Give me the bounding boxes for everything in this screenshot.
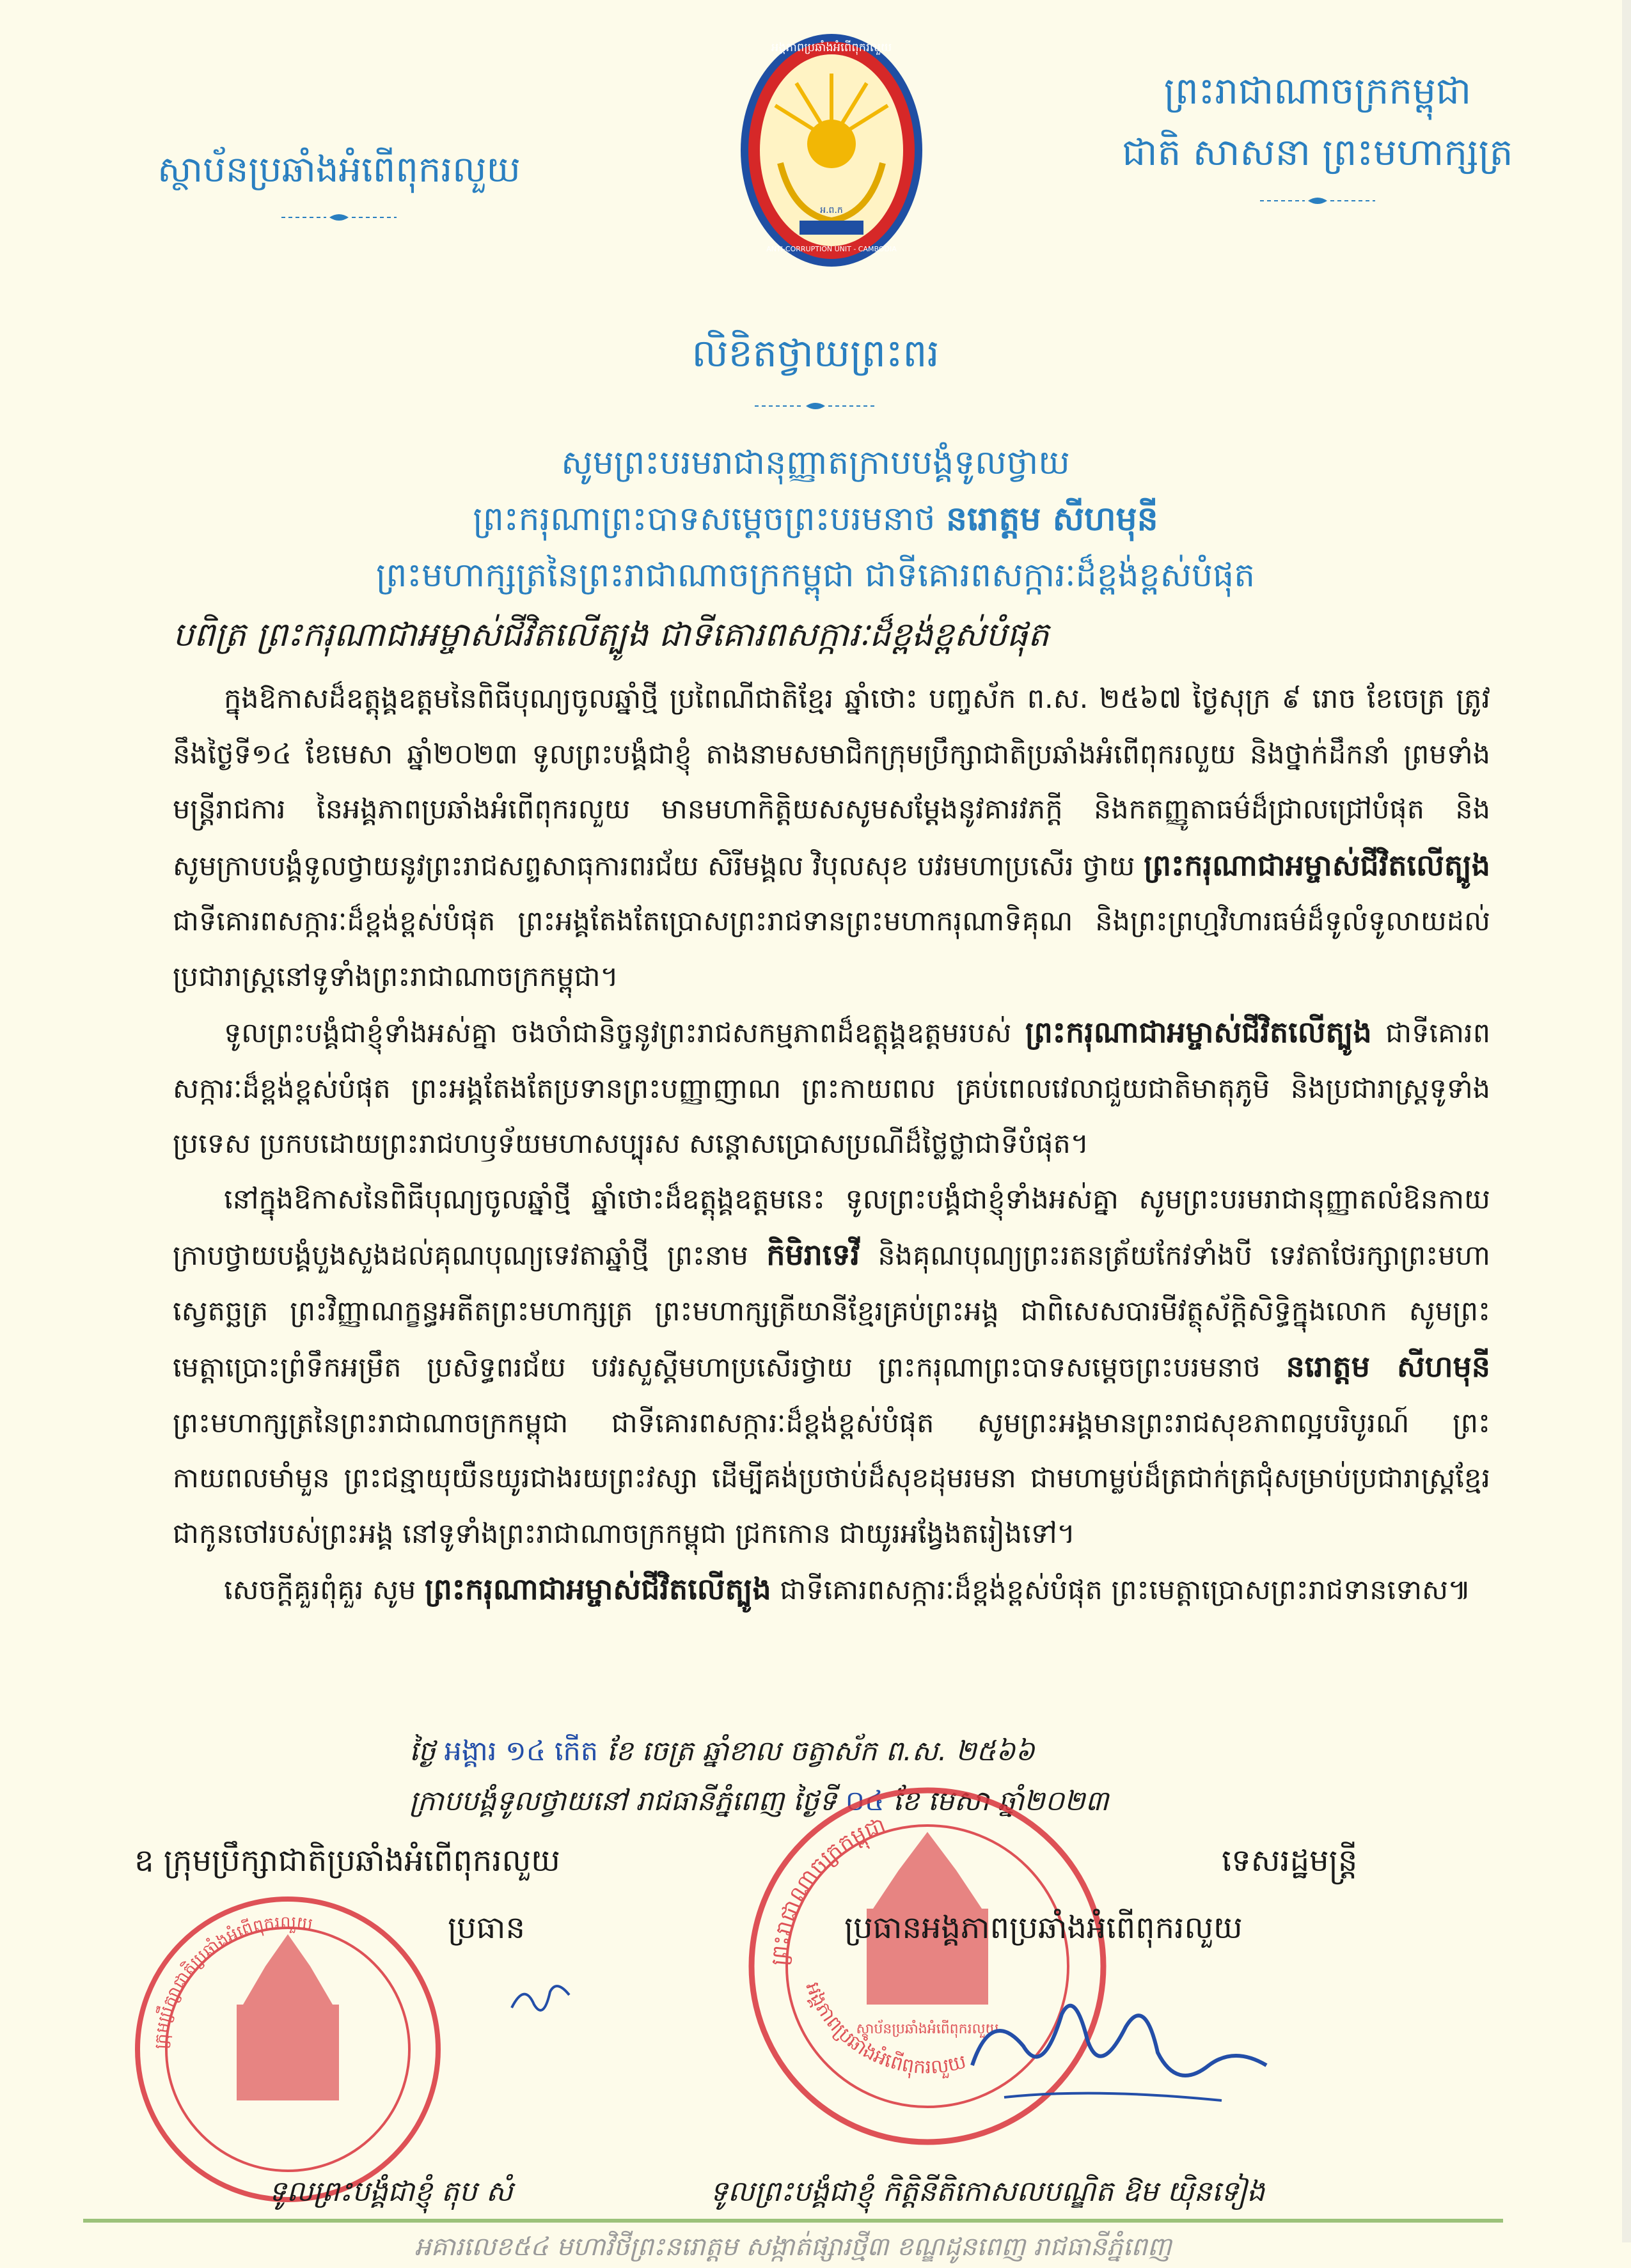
right-seal-bottom-text: អង្គភាពប្រឆាំងអំពើពុករលួយ [801, 1979, 969, 2079]
emblem-abbr: អ.ព.ក [820, 205, 843, 215]
header-institution [96, 147, 582, 224]
left-signatory-name: ទូលព្រះបង្គំជាខ្ញុំ តុប សំ [269, 2175, 513, 2208]
right-signatory-name: ទូលព្រះបង្គំជាខ្ញុំ កិត្តិនីតិកោសលបណ្ឌិត ឱម យ៉ិនទៀង [710, 2175, 1265, 2208]
paragraph-text: ជាទីគោរពសក្ការៈដ៏ខ្ពង់ខ្ពស់បំផុត ព្រះអង្គតែងតែប្រទានព្រះបញ្ញាញាណ ព្រះកាយពល គ្រប់ពេលវេលាជួយជាតិមាតុភូមិ និងប្រជារាស្ត្រទូទាំងប្រទេស ប្រកបដោយព្រះរាជហឫទ័យមហាសប្បុរស សន្តោសប្រោសប្រណីដ៏ថ្លៃថ្លាជាទីបំផុត។ [173, 1017, 1490, 1160]
right-signatory-rank: ទេសរដ្ឋមន្ត្រី [1222, 1843, 1358, 1879]
date-text: ថ្ងៃ [409, 1735, 445, 1767]
paragraph-2 [173, 1005, 1490, 1172]
left-signatory-title: ប្រធាន [448, 1910, 525, 1946]
footer-address: អគារលេខ៥៤ មហាវិថីព្រះនរោត្តម សង្កាត់ផ្សារថ្មី៣ ខណ្ឌដូនពេញ រាជធានីភ្នំពេញ [414, 2232, 1172, 2262]
ornament-divider-icon [278, 211, 400, 224]
acu-emblem-icon [736, 29, 927, 272]
paragraph-text: ជាទីគោរពសក្ការៈដ៏ខ្ពង់ខ្ពស់បំផុត ព្រះមេត្តាប្រោសព្រះរាជទានទោស៕ [771, 1574, 1471, 1606]
left-signature-icon [505, 1969, 576, 2027]
left-seal-stamp [128, 1889, 448, 2209]
paragraph-bold: នរោត្តម សីហមុនី [1286, 1349, 1490, 1384]
handwritten-day: ០៤ [845, 1785, 885, 1817]
paragraph-text: ព្រះមហាក្សត្រនៃព្រះរាជាណាចក្រកម្ពុជា ជាទីគោរពសក្ការៈដ៏ខ្ពង់ខ្ពស់បំផុត សូមព្រះអង្គមានព្រះរាជសុខភាពល្អបរិបូរណ៍ ព្រះកាយពលមាំមួន ព្រះជន្មាយុយឺនយូរជាងរយព្រះវស្សា ដើម្បីគង់ប្រថាប់ដ៏សុខដុមរមនា ជាមហាម្លប់ដ៏ត្រជាក់ត្រជុំសម្រាប់ប្រជារាស្ត្រខ្មែរ ជាកូនចៅរបស់ព្រះអង្គ នៅទូទាំងព្រះរាជាណាចក្រកម្ពុជា ជ្រកកោន ជាយូរអង្វែងតរៀងទៅ។ [173, 1407, 1490, 1550]
date-text: ខែ ចេត្រ ឆ្នាំខាល ចត្វាស័ក ព.ស. ២៥៦៦ [598, 1735, 1035, 1767]
paragraph-4 [173, 1561, 1490, 1618]
left-signatory-institution: ឧ ក្រុមប្រឹក្សាជាតិប្រឆាំងអំពើពុករលួយ [134, 1843, 560, 1879]
right-signature-icon [966, 1969, 1273, 2116]
paragraph-bold: ព្រះករុណាជាអម្ចាស់ជីវិតលើត្បូង [1025, 1015, 1372, 1049]
date-text: ក្រាបបង្គំទូលថ្វាយនៅ រាជធានីភ្នំពេញ ថ្ងៃទី [409, 1785, 846, 1817]
address-block [141, 435, 1490, 604]
right-seal-text: ព្រះរាជាណាចក្រកម្ពុជា [766, 1812, 890, 1967]
kingdom-title: ព្រះរាជាណាចក្រកម្ពុជា [1163, 69, 1472, 113]
scan-edge [1622, 0, 1631, 2242]
paragraph-text: នៅក្នុងឱកាសនៃពិធីបុណ្យចូលឆ្នាំថ្មី ឆ្នាំថោះដ៏ឧត្តុង្គឧត្តមនេះ ទូលព្រះបង្គំជាខ្ញុំទាំងអស់គ្នា សូមព្រះបរមរាជានុញ្ញាតលំឱនកាយក្រាបថ្វាយបង្គំបួងសួងដល់គុណបុណ្យទេវតាឆ្នាំថ្មី ព្រះនាម [173, 1183, 1490, 1272]
paragraph-bold: ព្រះករុណាជាអម្ចាស់ជីវិតលើត្បូង [424, 1572, 771, 1606]
address-honorific: ព្រះករុណាព្រះបាទសម្តេចព្រះបរមនាថ [473, 500, 946, 538]
date-text: ខែ មេសា ឆ្នាំ២០២៣ [884, 1785, 1109, 1817]
paragraph-3 [173, 1172, 1490, 1562]
kingdom-motto: ជាតិ សាសនា ព្រះមហាក្សត្រ [1122, 130, 1513, 174]
paragraph-bold: កិមិរាទេវី [766, 1237, 860, 1272]
letter-title: លិខិតថ្វាយព្រះពរ [691, 331, 940, 376]
ornament-divider-icon [752, 400, 879, 412]
emblem-motto: អង្គភាពប្រឆាំងអំពើពុករលួយ [771, 41, 892, 54]
paragraph-text: ទូលព្រះបង្គំជាខ្ញុំទាំងអស់គ្នា ចងចាំជានិច្ចនូវព្រះរាជសកម្មភាពដ៏ឧត្តុង្គឧត្តមរបស់ [224, 1017, 1025, 1049]
ornament-divider-icon [1257, 194, 1378, 207]
paragraph-bold: ព្រះករុណាជាអម្ចាស់ជីវិតលើត្បូង [1144, 847, 1490, 882]
lunar-date [409, 1726, 1305, 1776]
salutation: បពិត្រ ព្រះករុណាជាអម្ចាស់ជីវិតលើត្បូង ជាទីគោរពសក្ការៈដ៏ខ្ពង់ខ្ពស់បំផុត [173, 616, 1050, 654]
right-signatory-title: ប្រធានអង្គភាពប្រឆាំងអំពើពុករលួយ [844, 1910, 1243, 1946]
paragraph-text: ជាទីគោរពសក្ការៈដ៏ខ្ពង់ខ្ពស់បំផុត ព្រះអង្គតែងតែប្រោសព្រះរាជទានព្រះមហាករុណាទិគុណ និងព្រះព្រហ្មវិហារធម៌ដ៏ទូលំទូលាយដល់ប្រជារាស្ត្រនៅទូទាំងព្រះរាជាណាចក្រកម្ពុជា។ [173, 905, 1490, 993]
address-line-3: ព្រះមហាក្សត្រនៃព្រះរាជាណាចក្រកម្ពុជា ជាទីគោរពសក្ការៈដ៏ខ្ពង់ខ្ពស់បំផុត [375, 556, 1256, 595]
right-seal-center-text: ស្ថាប័នប្រឆាំងអំពើពុករលួយ [856, 2021, 999, 2037]
king-name: នរោត្តម សីហមុនី [945, 500, 1158, 538]
footer-divider [83, 2219, 1503, 2223]
handwritten-date: អង្គារ ១៤ កើត [444, 1735, 599, 1767]
left-seal-text: ក្រុមប្រឹក្សាជាតិប្រឆាំងអំពើពុករលួយ [151, 1912, 314, 2050]
paragraph-1 [173, 671, 1490, 1005]
letter-body [173, 671, 1490, 1618]
address-line-2 [141, 491, 1490, 547]
header-institution-text: ស្ថាប័នប្រឆាំងអំពើពុករលួយ [157, 149, 521, 191]
emblem-english: ANTI-CORRUPTION UNIT - CAMBODIA [766, 245, 897, 253]
paragraph-text: និងគុណបុណ្យព្រះរតនត្រ័យកែវទាំងបី ទេវតាថែរក្សាព្រះមហាស្វេតច្ឆត្រ ព្រះវិញ្ញាណក្ខន្ធអតីតព្រះមហាក្សត្រ ព្រះមហាក្សត្រីយានីខ្មែរគ្រប់ព្រះអង្គ ជាពិសេសបារមីវត្ថុស័ក្តិសិទ្ធិក្នុងលោក សូមព្រះមេត្តាប្រោះព្រំទឹកអម្រឹត ប្រសិទ្ធពរជ័យ បវរសួស្តីមហាប្រសើរថ្វាយ ព្រះករុណាព្រះបាទសម្តេចព្រះបរមនាថ [173, 1240, 1490, 1384]
paragraph-text: សេចក្តីគួរពុំគួរ សូម [224, 1574, 425, 1606]
header-kingdom [1081, 61, 1554, 207]
address-line-1: សូមព្រះបរមរាជានុញ្ញាតក្រាបបង្គំទូលថ្វាយ [561, 444, 1070, 482]
paragraph-text: ក្នុងឱកាសដ៏ឧត្តុង្គឧត្តមនៃពិធីបុណ្យចូលឆ្នាំថ្មី ប្រពៃណីជាតិខ្មែរ ឆ្នាំថោះ បញ្ចស័ក ព.ស. ២៥៦៧ ថ្ងៃសុក្រ ៩ រោច ខែចេត្រ ត្រូវនឹងថ្ងៃទី១៤ ខែមេសា ឆ្នាំ២០២៣ ទូលព្រះបង្គំជាខ្ញុំ តាងនាមសមាជិកក្រុមប្រឹក្សាជាតិប្រឆាំងអំពើពុករលួយ និងថ្នាក់ដឹកនាំ ព្រមទាំងមន្ត្រីរាជការ នៃអង្គភាពប្រឆាំងអំពើពុករលួយ មានមហាកិត្តិយសសូមសម្តែងនូវគារវភក្តី និងកតញ្ញូតាធម៌ដ៏ជ្រាលជ្រៅបំផុត និងសូមក្រាបបង្គំទូលថ្វាយនូវព្រះរាជសព្ទសាធុការពរជ័យ សិរីមង្គល វិបុលសុខ បវរមហាប្រសើរ ថ្វាយ [173, 683, 1490, 882]
